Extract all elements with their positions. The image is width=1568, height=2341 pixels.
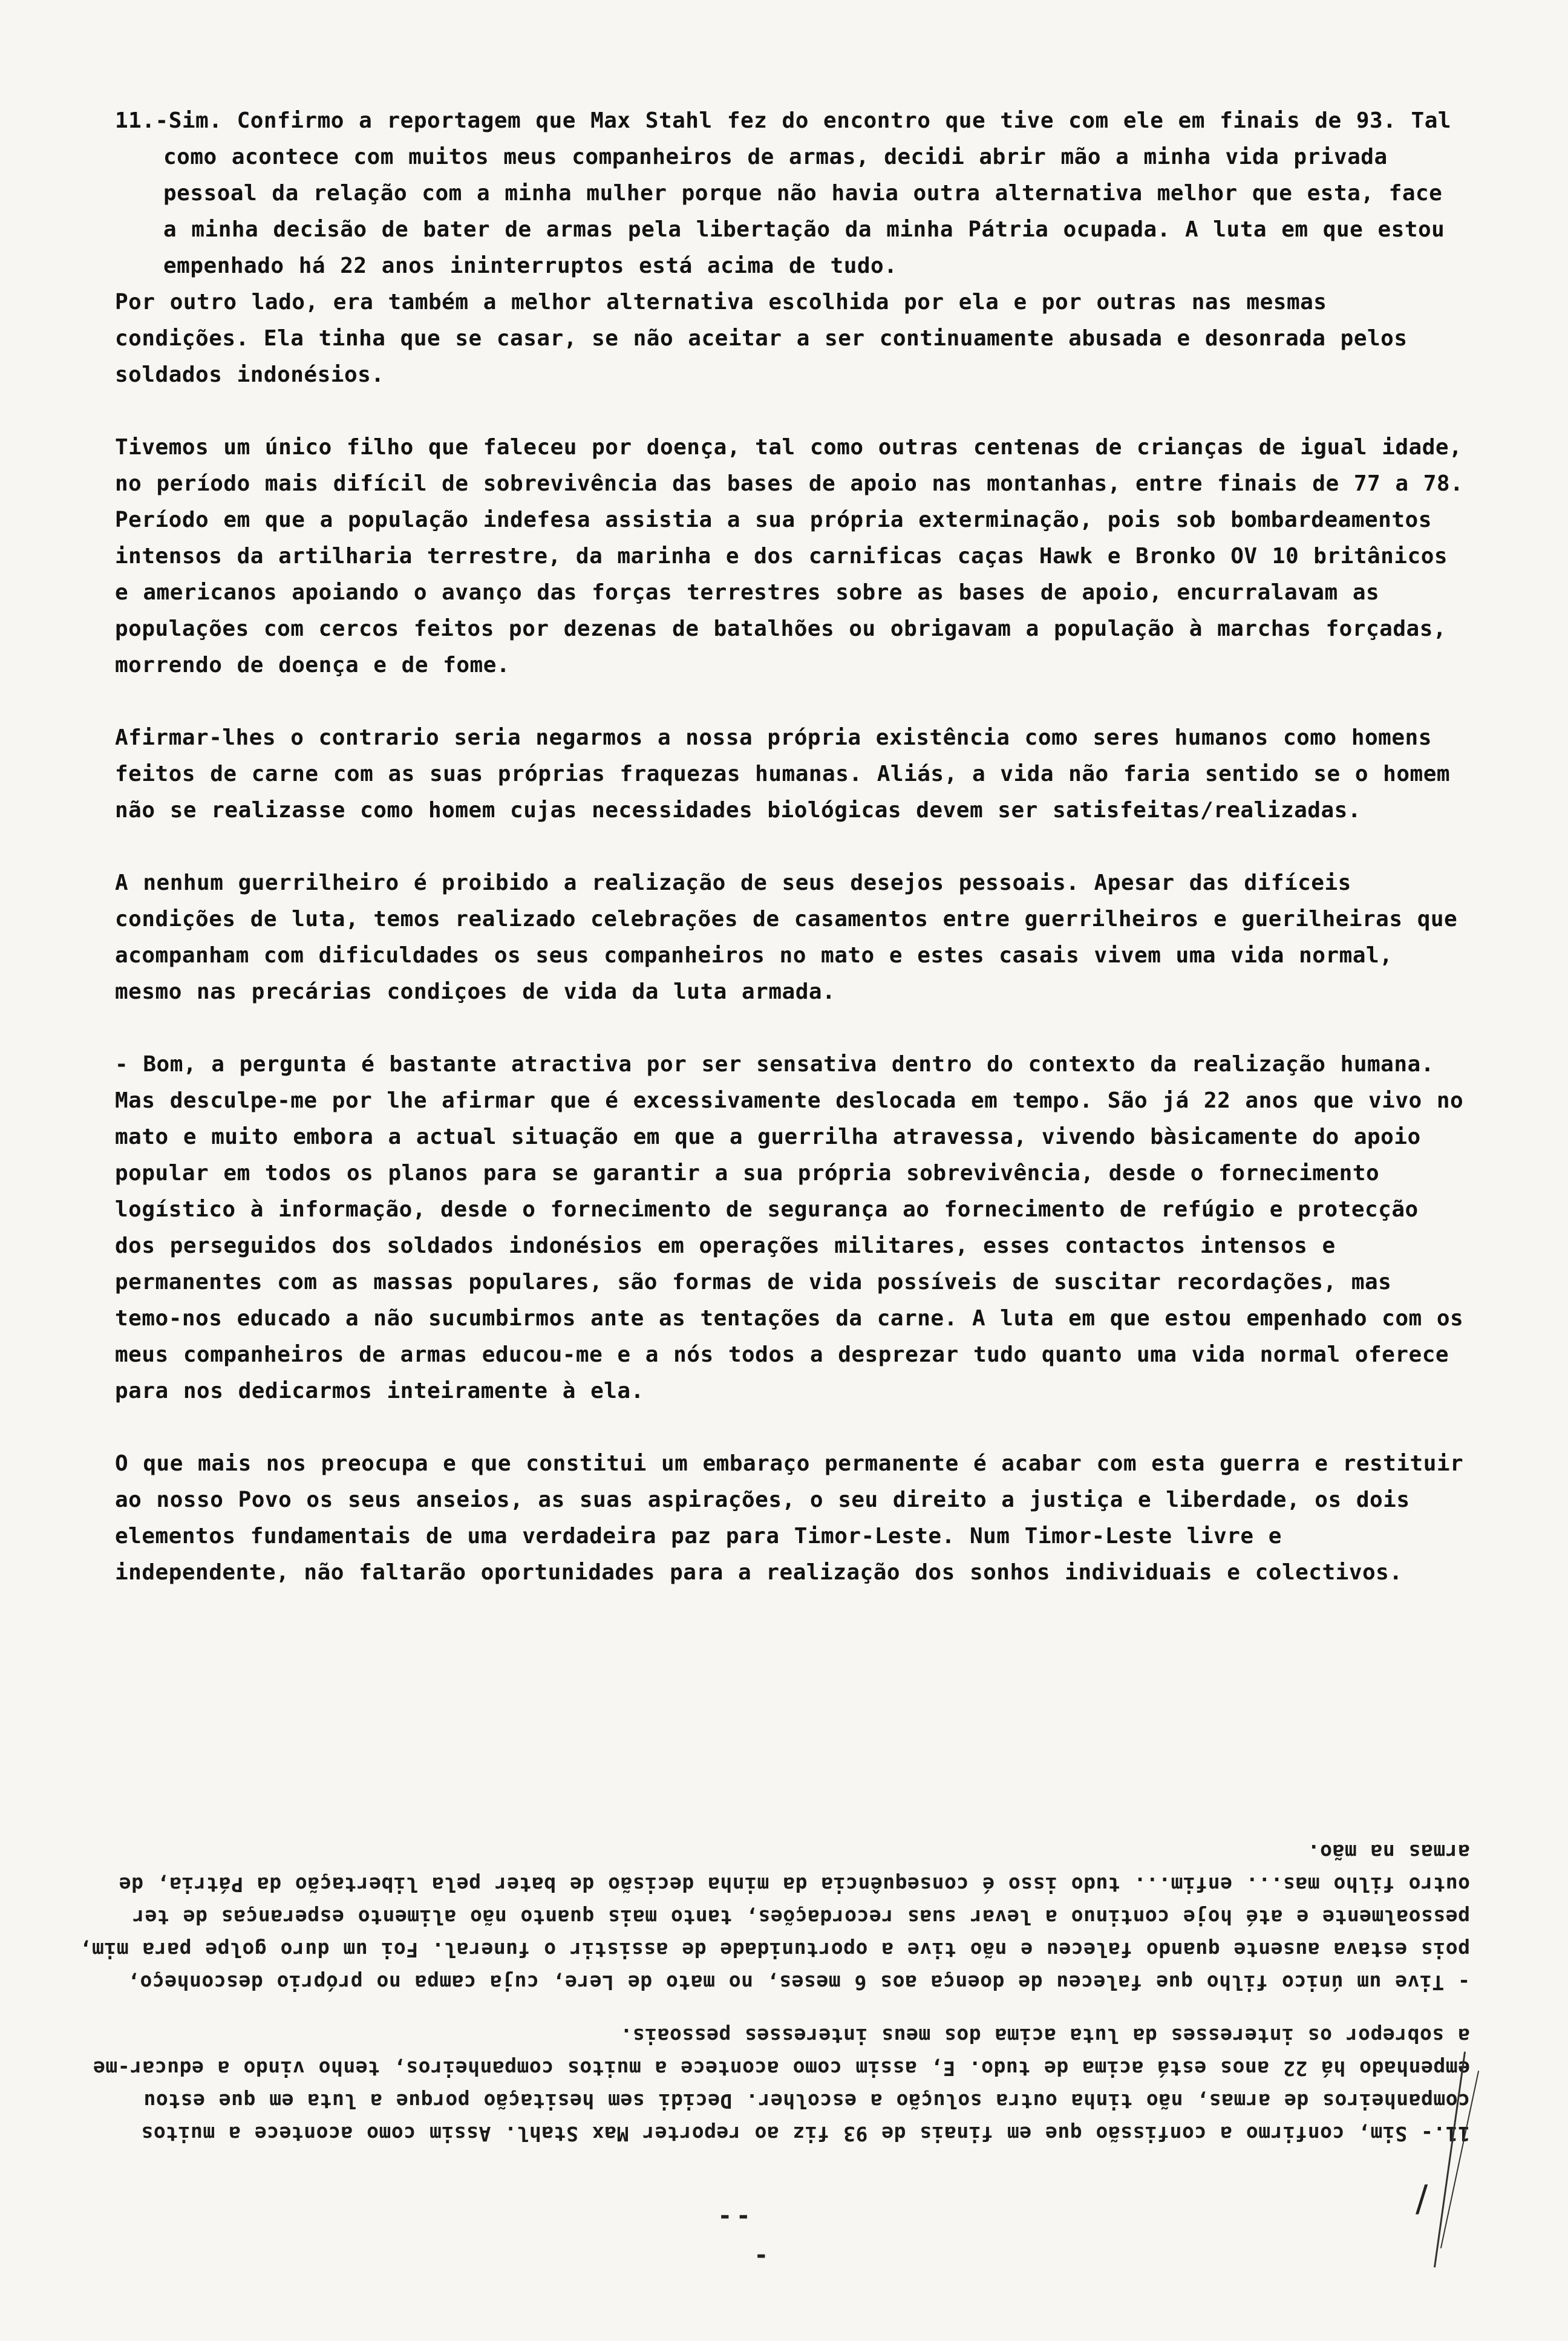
guerrilla-marriage-paragraph: A nenhum guerrilheiro é proibido a realização de seus desejos pessoais. Apesar das difíceis condições de luta, temos realizado celebrações de casamentos entre guerrilheiros e guerilheiras que acompanham com dificuldades os seus companheiros no mato e estes casais vivem uma vida normal, mesmo nas precárias condiçoes de vida da luta armada.	[115, 870, 1458, 1004]
bottom-dash-mark: - -	[720, 2202, 749, 2230]
closing-paragraph: O que mais nos preocupa e que constitui um embaraço permanente é acabar com esta guerra e restituir ao nosso Povo os seus anseios, as suas aspirações, o seu direito a justiça e liberdade, os dois elementos fundamentais de uma verdadeira paz para Timor-Leste. Num Timor-Leste livre e independente, não faltarão oportunidades para a realização dos sonhos individuais e colectivos.	[115, 1451, 1464, 1585]
inverted-son-paragraph: - Tive um único filho que faleceu de doença aos 6 meses, no mato de Lere, cuja campa no próprio desconheço, pois estava ausente quando faleceu e não tive a oportunidade de assistir o funeral. Foi um duro golpe para mim, pessoalmente e até hoje continuo a levar suas recordações, tanto mais quanto não alimento esperanças de ter outro filho mas... enfim... tudo isso é consequência da minha decisão de bater pela libertação da Pátria, de armas na mão.	[79, 1840, 1470, 1994]
main-text-block	[115, 103, 1470, 1627]
inverted-draft-text	[79, 1815, 1470, 2150]
other-side-paragraph: Por outro lado, era também a melhor alternativa escolhida por ela e por outras nas mesmas condições. Ela tinha que se casar, se não aceitar a ser continuamente abusada e desonrada pelos soldados indonésios.	[115, 290, 1408, 387]
human-nature-paragraph: Afirmar-lhes o contrario seria negarmos a nossa própria existência como seres humanos como homens feitos de carne com as suas próprias fraquezas humanas. Aliás, a vida não faria sentido se o homem não se realizasse como homem cujas necessidades biológicas devem ser satisfeitas/realizadas.	[115, 725, 1451, 823]
son-paragraph: Tivemos um único filho que faleceu por doença, tal como outras centenas de crianças de igual idade, no período mais difícil de sobrevivência das bases de apoio nas montanhas, entre finais de 77 a 78. Período em que a população indefesa assistia a sua própria exterminação, pois sob bombardeamentos intensos da artilharia terrestre, da marinha e dos carnificas caças Hawk e Bronko OV 10 britânicos e americanos apoiando o avanço das forças terrestres sobre as bases de apoio, encurralavam as populações com cercos feitos por dezenas de batalhões ou obrigavam a população à marchas forçadas, morrendo de doença e de fome.	[115, 435, 1464, 677]
bottom-dash-mark-2: -	[756, 2241, 766, 2269]
answer-11-paragraph: 11.-Sim. Confirmo a reportagem que Max Stahl fez do encontro que tive com ele em finais de 93. Tal como acontece com muitos meus companheiros de armas, decidi abrir mão a minha vida privada pessoal da relação com a minha mulher porque não havia outra alternativa melhor que esta, face a minha decisão de bater de armas pela libertação da minha Pátria ocupada. A luta em que estou empenhado há 22 anos ininterruptos está acima de tudo.	[115, 108, 1452, 278]
question-response-paragraph: - Bom, a pergunta é bastante atractiva por ser sensativa dentro do contexto da realização humana. Mas desculpe-me por lhe afirmar que é excessivamente deslocada em tempo. São já 22 anos que vivo no mato e muito embora a actual situação em que a guerrilha atravessa, vivendo bàsicamente do apoio popular em todos os planos para se garantir a sua própria sobrevivência, desde o fornecimento logístico à informação, desde o fornecimento de segurança ao fornecimento de refúgio e protecção dos perseguidos dos soldados indonésios em operações militares, esses contactos intensos e permanentes com as massas populares, são formas de vida possíveis de suscitar recordações, mas temo-nos educado a não sucumbirmos ante as tentações da carne. A luta em que estou empenhado com os meus companheiros de armas educou-me e a nós todos a desprezar tudo quanto uma vida normal oferece para nos dedicarmos inteiramente à ela.	[115, 1052, 1464, 1403]
inverted-answer-11: 11.- Sim, confirmo a confissão que em finais de 93 fiz ao reporter Max Stahl. Assim como acontece a muitos companheiros de armas, não tinha outra solução a escolher. Decidi sem hesitação porque a luta em que estou empenhado há 22 anos está acima de tudo. E, assim como acontece a muitos companheiros, tenho vindo a educar-me a sobrepor os interesses da luta acima dos meus interesses pessoais.	[93, 2024, 1470, 2146]
margin-scribble: /	[1416, 2178, 1428, 2220]
